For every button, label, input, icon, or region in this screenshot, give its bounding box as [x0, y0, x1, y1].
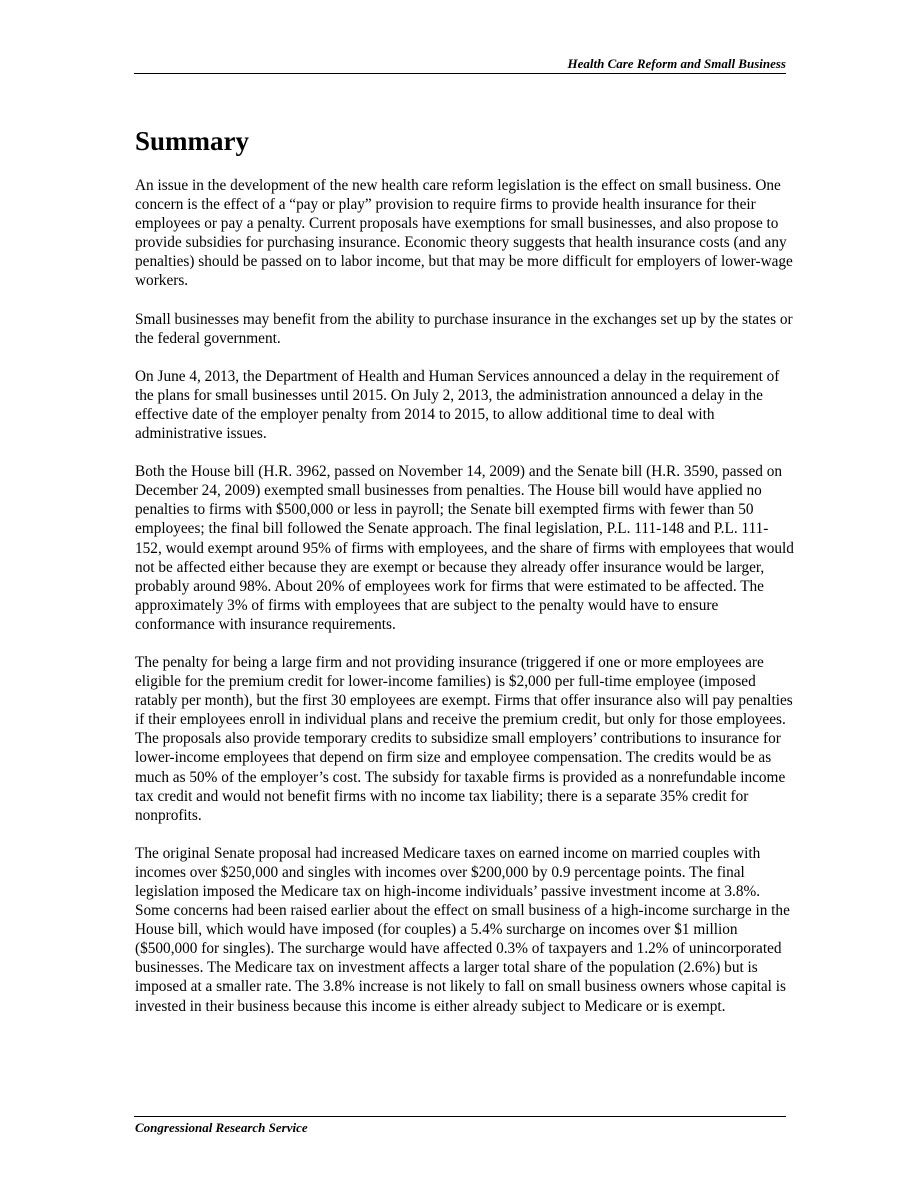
paragraph-medicare-tax: The original Senate proposal had increased Medicare taxes on earned income on married couples with incomes over $250,000 and singles with incomes over $200,000 by 0.9 percentage points. The final legislation imposed the Medicare tax on high-income individuals’ passive investment income at 3.8%. Some concerns had been raised earlier about the effect on small business of a high-income surcharge in the House bill, which would have imposed (for couples) a 5.4% surcharge on incomes over $1 million ($500,000 for singles). The surcharge would have affected 0.3% of taxpayers and 1.2% of unincorporated businesses. The Medicare tax on investment affects a larger total share of the population (2.6%) but is imposed at a smaller rate. The 3.8% increase is not likely to fall on small business owners whose capital is invested in their business because this income is either already subject to Medicare or is exempt.: [135, 844, 790, 1015]
paragraph-exemptions: Both the House bill (H.R. 3962, passed on November 14, 2009) and the Senate bill (H.R. 3590, passed on December 24, 2009) exempted small businesses from penalties. The House bill would have applied no penalties to firms with $500,000 or less in payroll; the Senate bill exempted firms with fewer than 50 employees; the final bill followed the Senate approach. The final legislation, P.L. 111-148 and P.L. 111-152, would exempt around 95% of firms with employees, and the share of firms with employees that would not be affected either because they are exempt or because they already offer insurance would be larger, probably around 98%. About 20% of employees work for firms that were estimated to be affected. The approximately 3% of firms with employees that are subject to the penalty would have to ensure conformance with insurance requirements.: [135, 463, 794, 633]
running-header-title: Health Care Reform and Small Business: [567, 56, 786, 71]
paragraph-exchanges: Small businesses may benefit from the ability to purchase insurance in the exchanges set up by the states or the federal government.: [135, 310, 793, 347]
page-title: Summary: [135, 126, 249, 156]
footer-divider: [134, 1116, 786, 1117]
paragraph-delay: On June 4, 2013, the Department of Health and Human Services announced a delay in the requirement of the plans for small businesses until 2015. On July 2, 2013, the administration announced a delay in the effective date of the employer penalty from 2014 to 2015, to allow additional time to deal with administrative issues.: [135, 367, 780, 443]
paragraph-pay-or-play: An issue in the development of the new health care reform legislation is the effect on small business. One concern is the effect of a “pay or play” provision to require firms to provide health insurance for their employees or pay a penalty. Current proposals have exemptions for small businesses, and also propose to provide subsidies for purchasing insurance. Economic theory suggests that health insurance costs (and any penalties) should be passed on to labor income, but that may be more difficult for employers of lower-wage workers.: [135, 177, 793, 290]
running-footer-organization: Congressional Research Service: [135, 1120, 308, 1135]
summary-body: [135, 176, 795, 1035]
header-divider: [134, 73, 786, 74]
paragraph-penalty-credits: The penalty for being a large firm and not providing insurance (triggered if one or more employees are eligible for the premium credit for lower-income families) is $2,000 per full-time employee (imposed ratably per month), but the first 30 employees are exempt. Firms that offer insurance also will pay penalties if their employees enroll in individual plans and receive the premium credit, but only for those employees. The proposals also provide temporary credits to subsidize small employers’ contributions to insurance for lower-income employees that depend on firm size and employee compensation. The credits would be as much as 50% of the employer’s cost. The subsidy for taxable firms is provided as a nonrefundable income tax credit and would not benefit firms with no income tax liability; there is a separate 35% credit for nonprofits.: [135, 653, 793, 824]
